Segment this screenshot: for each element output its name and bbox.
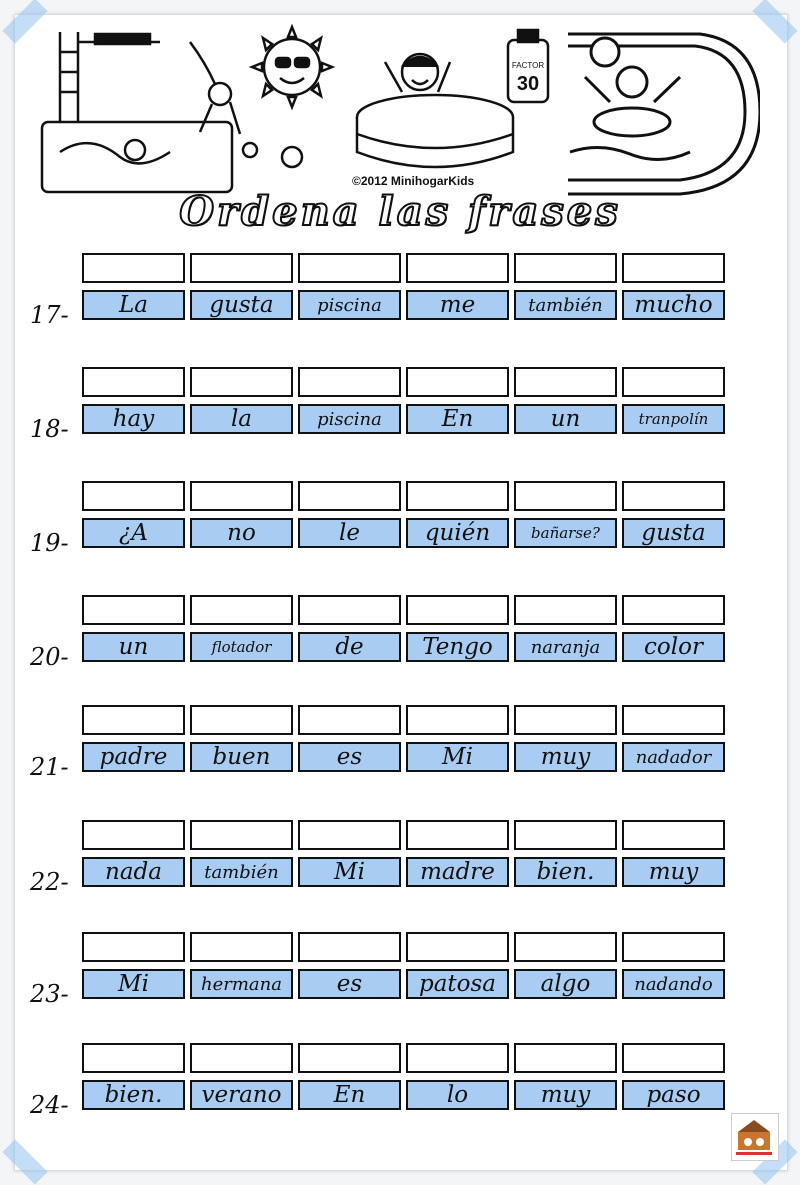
answer-box[interactable] xyxy=(406,481,509,511)
word-box: En xyxy=(298,1080,401,1110)
answer-box[interactable] xyxy=(514,932,617,962)
exercise-row xyxy=(0,253,800,333)
word-box: le xyxy=(298,518,401,548)
answer-box[interactable] xyxy=(82,367,185,397)
exercise-number: 17- xyxy=(30,301,69,329)
answer-box[interactable] xyxy=(406,595,509,625)
answer-box[interactable] xyxy=(190,253,293,283)
word-box: patosa xyxy=(406,969,509,999)
word-box: naranja xyxy=(514,632,617,662)
word-box: también xyxy=(514,290,617,320)
word-box: es xyxy=(298,742,401,772)
word-box: bien. xyxy=(514,857,617,887)
answer-box[interactable] xyxy=(190,705,293,735)
word-box: padre xyxy=(82,742,185,772)
answer-box[interactable] xyxy=(514,481,617,511)
answer-box[interactable] xyxy=(82,481,185,511)
word-box: muy xyxy=(514,1080,617,1110)
word-box: paso xyxy=(622,1080,725,1110)
sunscreen-bottle-icon xyxy=(508,30,548,102)
answer-box[interactable] xyxy=(406,367,509,397)
svg-text:30: 30 xyxy=(516,73,540,95)
exercise-number: 24- xyxy=(30,1091,69,1119)
word-box: Mi xyxy=(406,742,509,772)
exercise-number: 22- xyxy=(30,868,69,896)
word-box: verano xyxy=(190,1080,293,1110)
answer-box[interactable] xyxy=(82,932,185,962)
word-box: me xyxy=(406,290,509,320)
answer-box[interactable] xyxy=(514,367,617,397)
child-in-float-ring-illustration xyxy=(568,34,760,194)
answer-box[interactable] xyxy=(82,595,185,625)
word-box: Tengo xyxy=(406,632,509,662)
answer-box[interactable] xyxy=(514,253,617,283)
word-box: muy xyxy=(514,742,617,772)
exercise-row xyxy=(0,820,800,900)
word-box: hermana xyxy=(190,969,293,999)
kiddie-pool-child-illustration xyxy=(357,54,513,167)
word-box: mucho xyxy=(622,290,725,320)
answer-box[interactable] xyxy=(190,820,293,850)
word-box: gusta xyxy=(190,290,293,320)
word-box: buen xyxy=(190,742,293,772)
word-box: algo xyxy=(514,969,617,999)
word-box: lo xyxy=(406,1080,509,1110)
answer-box[interactable] xyxy=(622,595,725,625)
word-box: quién xyxy=(406,518,509,548)
exercise-row xyxy=(0,481,800,561)
answer-box[interactable] xyxy=(298,595,401,625)
answer-box[interactable] xyxy=(190,367,293,397)
word-box: un xyxy=(82,632,185,662)
answer-box[interactable] xyxy=(298,932,401,962)
exercise-number: 23- xyxy=(30,980,69,1008)
answer-box[interactable] xyxy=(190,1043,293,1073)
word-box: piscina xyxy=(298,290,401,320)
answer-box[interactable] xyxy=(622,820,725,850)
answer-box[interactable] xyxy=(514,1043,617,1073)
answer-box[interactable] xyxy=(298,820,401,850)
diving-board-swimmer-illustration xyxy=(42,32,302,192)
word-box: muy xyxy=(622,857,725,887)
answer-box[interactable] xyxy=(622,705,725,735)
word-box: es xyxy=(298,969,401,999)
word-box: piscina xyxy=(298,404,401,434)
answer-box[interactable] xyxy=(406,820,509,850)
exercise-row xyxy=(0,367,800,447)
answer-box[interactable] xyxy=(622,1043,725,1073)
word-box: Mi xyxy=(298,857,401,887)
answer-box[interactable] xyxy=(622,932,725,962)
word-box: Mi xyxy=(82,969,185,999)
word-box: bien. xyxy=(82,1080,185,1110)
word-box: no xyxy=(190,518,293,548)
answer-box[interactable] xyxy=(82,820,185,850)
answer-box[interactable] xyxy=(298,705,401,735)
word-box: madre xyxy=(406,857,509,887)
answer-box[interactable] xyxy=(298,367,401,397)
exercise-number: 18- xyxy=(30,415,69,443)
word-box: la xyxy=(190,404,293,434)
answer-box[interactable] xyxy=(514,820,617,850)
word-box: flotador xyxy=(190,632,293,662)
word-box: ¿A xyxy=(82,518,185,548)
page-title: Ordena las frases xyxy=(179,188,621,235)
word-box: un xyxy=(514,404,617,434)
exercise-row xyxy=(0,705,800,785)
answer-box[interactable] xyxy=(82,705,185,735)
answer-box[interactable] xyxy=(406,1043,509,1073)
word-box: nada xyxy=(82,857,185,887)
exercise-row xyxy=(0,932,800,1012)
sun-with-sunglasses-icon xyxy=(252,27,332,107)
answer-box[interactable] xyxy=(406,932,509,962)
answer-box[interactable] xyxy=(406,705,509,735)
word-box: gusta xyxy=(622,518,725,548)
word-box: La xyxy=(82,290,185,320)
answer-box[interactable] xyxy=(82,1043,185,1073)
word-box: En xyxy=(406,404,509,434)
answer-box[interactable] xyxy=(622,481,725,511)
answer-box[interactable] xyxy=(190,932,293,962)
answer-box[interactable] xyxy=(406,253,509,283)
word-box: nadando xyxy=(622,969,725,999)
answer-box[interactable] xyxy=(298,481,401,511)
answer-box[interactable] xyxy=(298,1043,401,1073)
exercise-row xyxy=(0,1043,800,1123)
word-box: hay xyxy=(82,404,185,434)
word-box: bañarse? xyxy=(514,518,617,548)
answer-box[interactable] xyxy=(514,705,617,735)
exercise-row xyxy=(0,595,800,675)
word-box: color xyxy=(622,632,725,662)
answer-box[interactable] xyxy=(514,595,617,625)
word-box: también xyxy=(190,857,293,887)
exercise-number: 19- xyxy=(30,529,69,557)
svg-text:FACTOR: FACTOR xyxy=(511,61,545,70)
answer-box[interactable] xyxy=(298,253,401,283)
answer-box[interactable] xyxy=(622,253,725,283)
answer-box[interactable] xyxy=(82,253,185,283)
word-box: nadador xyxy=(622,742,725,772)
answer-box[interactable] xyxy=(190,481,293,511)
answer-box[interactable] xyxy=(190,595,293,625)
minihogar-kids-logo xyxy=(731,1113,779,1161)
exercise-number: 20- xyxy=(30,643,69,671)
exercise-number: 21- xyxy=(30,753,69,781)
word-box: tranpolín xyxy=(622,404,725,434)
answer-box[interactable] xyxy=(622,367,725,397)
copyright-text: ©2012 MinihogarKids xyxy=(352,174,475,188)
word-box: de xyxy=(298,632,401,662)
